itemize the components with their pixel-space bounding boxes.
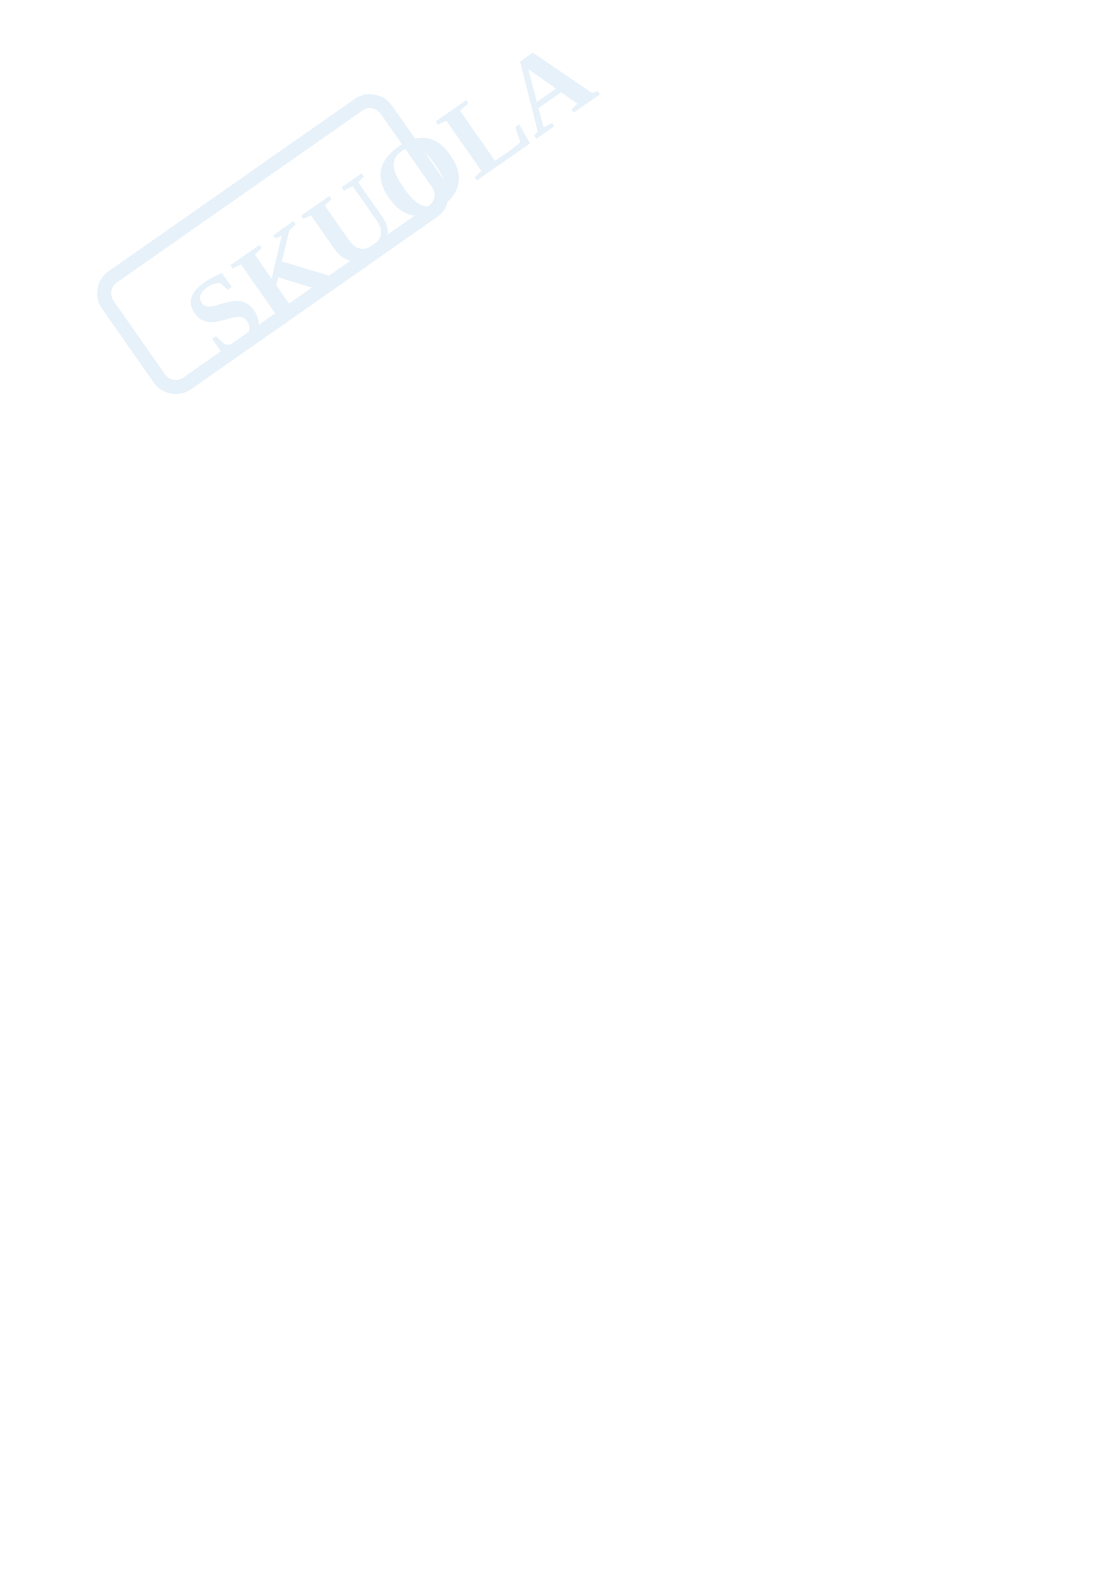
gradient-chart xyxy=(720,1306,1044,1558)
experiment-paragraph-right xyxy=(612,229,1040,419)
fixation-chart xyxy=(68,900,508,1185)
exp2-body-right xyxy=(522,850,1040,1205)
paper-authors xyxy=(78,350,608,373)
identification-chart xyxy=(60,565,360,810)
svg-text:SKUOLA: SKUOLA xyxy=(163,13,615,381)
